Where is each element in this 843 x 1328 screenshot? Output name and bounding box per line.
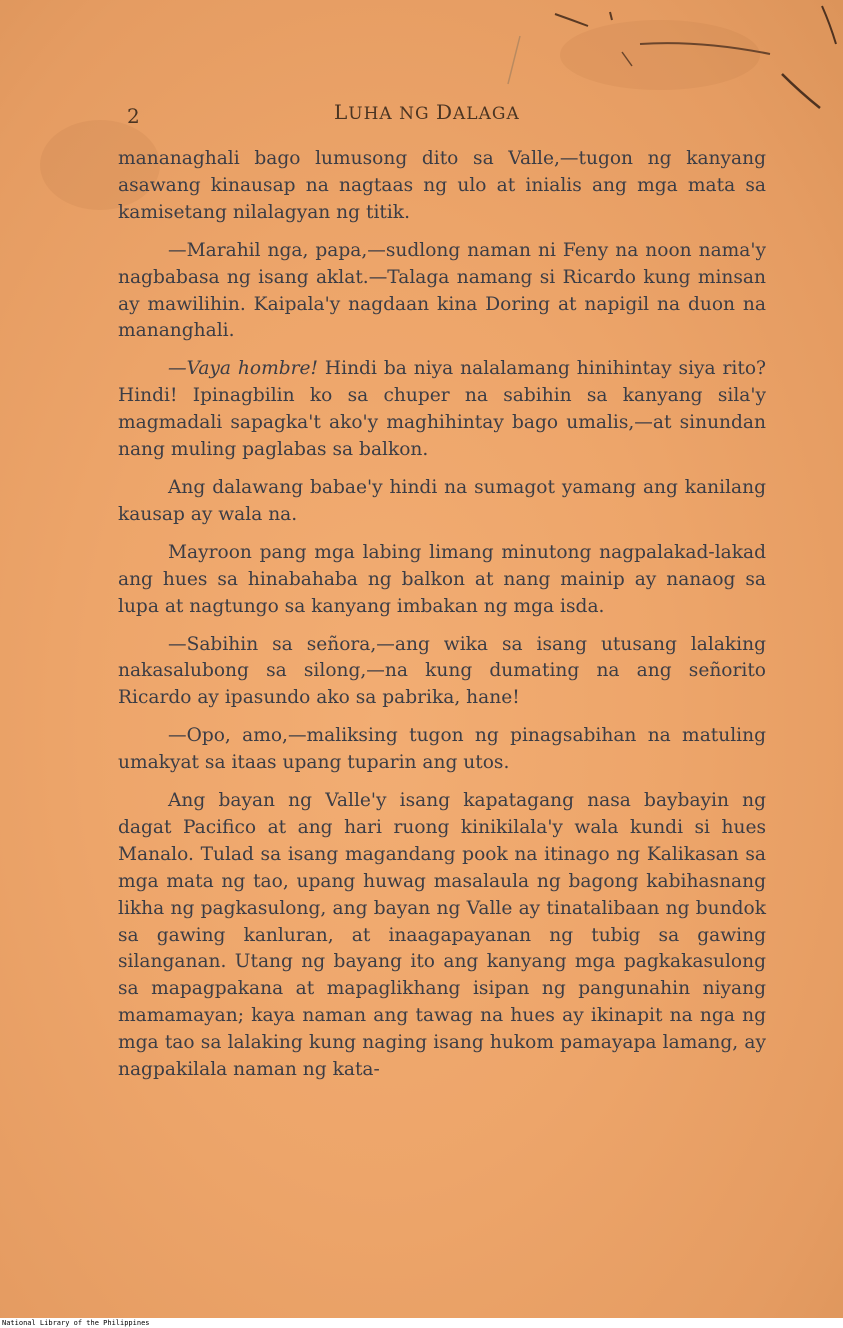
page-number: 2 <box>127 104 140 128</box>
italic-exclamation: —Vaya hombre! <box>168 358 318 380</box>
body-text <box>118 146 766 1095</box>
paragraph <box>118 356 766 464</box>
paragraph: Ang bayan ng Valle'y isang kapatagang nasa baybayin ng dagat Pacifico at ang hari ruong kinikilala'y wala kundi si hues Manalo. Tulad sa isang magandang pook na itinago ng Kalikasan sa mga mata ng tao, upang huwag masalaula ng bagong kabihasnang likha ng pagkasulong, ang bayan ng Valle ay tinatalibaan ng bundok sa gawing kanluran, at inaagapayanan ng tubig sa gawing silanganan. Utang ng bayang ito ang kanyang mga pagkakasulong sa mapagpakana at mapaglikhang isipan ng pangunahin niyang mamamayan; kaya naman ang tawag na hues ay ikinapit na nga ng mga tao sa lalaking kung naging isang hukom pamayapa lamang, ay nagpakilala naman ng kata- <box>118 790 766 1081</box>
paragraph: —Opo, amo,—maliksing tugon ng pinagsabihan na matuling umakyat sa itaas upang tuparin ang utos. <box>118 725 766 774</box>
paragraph: Ang dalawang babae'y hindi na sumagot yamang ang kanilang kausap ay wala na. <box>118 476 766 525</box>
running-title: LUHA NG DALAGA <box>334 100 520 124</box>
paragraph: —Marahil nga, papa,—sudlong naman ni Feny na noon nama'y nagbabasa ng isang aklat.—Talaga namang si Ricardo kung minsan ay mawilihin. Kaipala'y nagdaan kina Doring at napigil na duon na mananghali. <box>118 239 766 342</box>
paragraph-text: Hindi ba niya nalalamang hinihintay siya rito? Hindi! Ipinagbilin ko sa chuper na sabihin sa kanyang sila'y magmadali sapagka't ako'y maghihintay bago umalis,—at sinundan nang muling paglabas sa balkon. <box>118 358 766 461</box>
paragraph: mananaghali bago lumusong dito sa Valle,—tugon ng kanyang asawang kinausap na nagtaas ng ulo at inialis ang mga mata sa kamisetang nilalagyan ng titik. <box>118 148 766 223</box>
paragraph: —Sabihin sa señora,—ang wika sa isang utusang lalaking nakasalubong sa silong,—na kung dumating na ang señorito Ricardo ay ipasundo ako sa pabrika, hane! <box>118 633 766 709</box>
page-header <box>0 100 843 130</box>
scan-footer <box>0 1318 843 1328</box>
scan-credit: National Library of the Philippines <box>2 1319 150 1327</box>
paragraph: Mayroon pang mga labing limang minutong nagpalakad-lakad ang hues sa hinabahaba ng balkon at nang mainip ay nanaog sa lupa at nagtungo sa kanyang imbakan ng mga isda. <box>118 541 766 617</box>
paper-stain <box>560 20 760 90</box>
